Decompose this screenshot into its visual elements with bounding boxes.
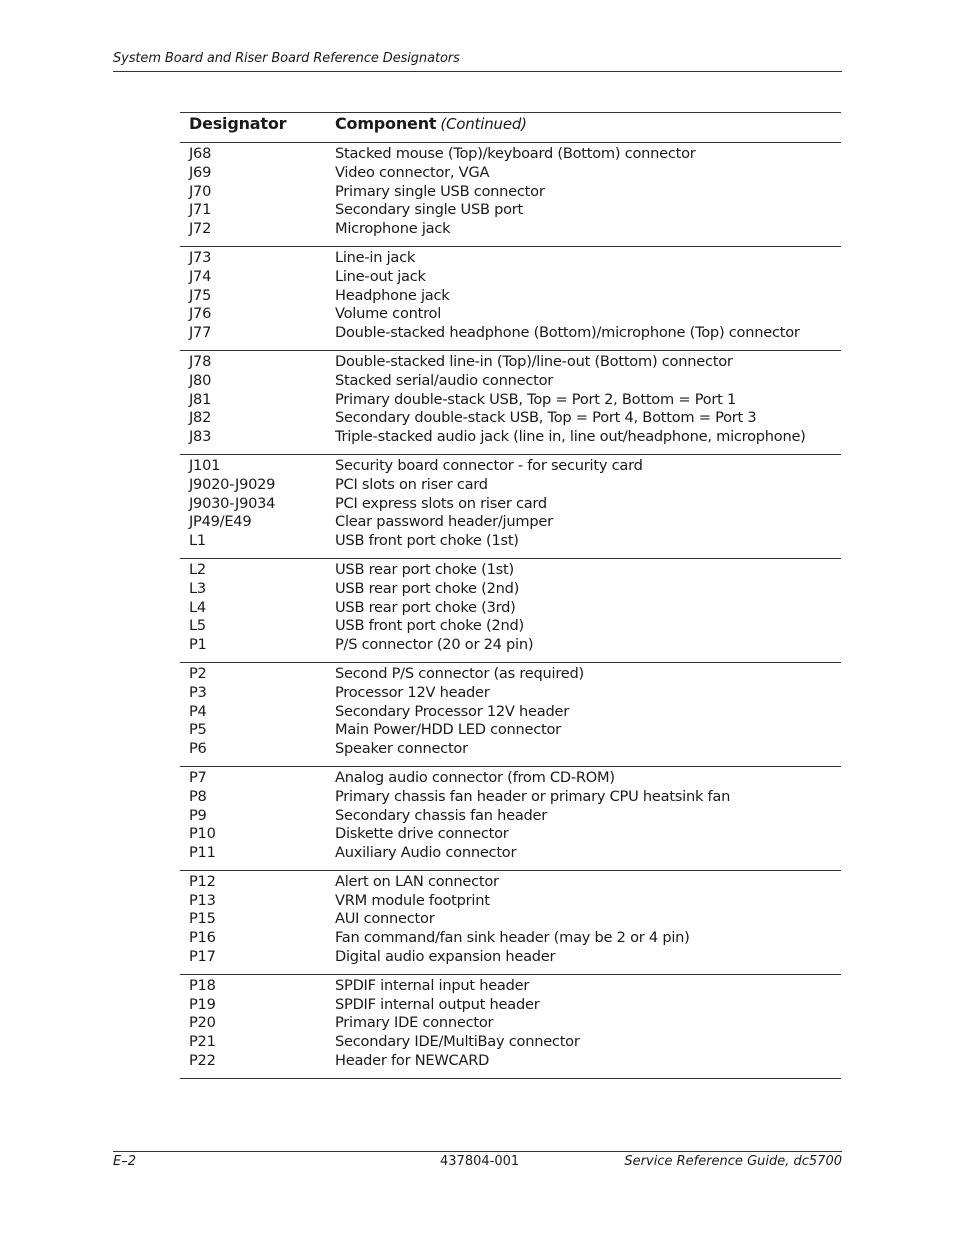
table-row [180, 892, 841, 911]
table-group [180, 455, 841, 559]
designator-cell: P6 [189, 740, 207, 758]
component-cell: USB rear port choke (1st) [335, 560, 514, 578]
component-cell: Secondary Processor 12V header [335, 702, 569, 720]
column-header-designator: Designator [189, 114, 287, 133]
table-row [180, 561, 841, 580]
table-row [180, 372, 841, 391]
component-cell: Double-stacked headphone (Bottom)/microphone (Top) connector [335, 324, 800, 342]
table-row [180, 513, 841, 532]
designator-cell: J70 [189, 182, 212, 200]
table-row [180, 769, 841, 788]
table-row [180, 428, 841, 447]
table-row [180, 164, 841, 183]
footer-divider [113, 1151, 842, 1152]
designator-cell: J80 [189, 371, 212, 389]
table-row [180, 287, 841, 306]
table-group [180, 143, 841, 247]
designator-cell: P9 [189, 806, 207, 824]
table-group [180, 663, 841, 767]
table-row [180, 324, 841, 343]
designator-cell: JP49/E49 [189, 513, 252, 531]
designator-cell: L5 [189, 617, 206, 635]
table-row [180, 580, 841, 599]
designator-cell: P13 [189, 891, 216, 909]
designator-cell: J73 [189, 248, 212, 266]
table-row [180, 825, 841, 844]
table-row [180, 145, 841, 164]
table-row [180, 249, 841, 268]
table-row [180, 948, 841, 967]
designator-cell: J74 [189, 267, 212, 285]
header-divider [113, 71, 842, 72]
component-cell: USB front port choke (2nd) [335, 617, 524, 635]
designator-table [180, 112, 841, 1079]
designator-cell: J69 [189, 163, 212, 181]
table-row [180, 409, 841, 428]
component-cell: Digital audio expansion header [335, 948, 556, 966]
designator-cell: J83 [189, 428, 212, 446]
table-row [180, 495, 841, 514]
component-cell: Primary double-stack USB, Top = Port 2, Bottom = Port 1 [335, 390, 737, 408]
table-row [180, 1014, 841, 1033]
component-cell: AUI connector [335, 910, 435, 928]
table-row [180, 201, 841, 220]
table-row [180, 636, 841, 655]
table-row [180, 532, 841, 551]
designator-cell: J71 [189, 201, 212, 219]
page-number: E–2 [113, 1154, 136, 1169]
designator-cell: J68 [189, 145, 212, 162]
component-cell: Secondary double-stack USB, Top = Port 4, Bottom = Port 3 [335, 409, 757, 427]
table-row [180, 977, 841, 996]
component-cell: Security board connector - for security card [335, 456, 643, 474]
designator-cell: P3 [189, 683, 207, 701]
designator-cell: J9020-J9029 [189, 475, 276, 493]
designator-cell: P22 [189, 1052, 216, 1070]
component-cell: Speaker connector [335, 740, 468, 758]
table-row [180, 721, 841, 740]
table-row [180, 740, 841, 759]
component-cell: Triple-stacked audio jack (line in, line out/headphone, microphone) [335, 428, 806, 446]
component-cell: Fan command/fan sink header (may be 2 or 4 pin) [335, 929, 690, 947]
designator-cell: P16 [189, 929, 216, 947]
component-cell: Diskette drive connector [335, 825, 509, 843]
component-cell: Second P/S connector (as required) [335, 664, 584, 682]
designator-cell: P18 [189, 976, 216, 994]
table-row [180, 929, 841, 948]
component-cell: Clear password header/jumper [335, 513, 553, 531]
component-cell: Primary IDE connector [335, 1014, 494, 1032]
designator-cell: P19 [189, 995, 216, 1013]
table-row [180, 910, 841, 929]
table-row [180, 391, 841, 410]
table-row [180, 1052, 841, 1071]
designator-cell: J75 [189, 286, 212, 304]
component-cell: Analog audio connector (from CD-ROM) [335, 768, 615, 786]
component-cell: Line-out jack [335, 267, 426, 285]
table-body [180, 143, 841, 1079]
designator-cell: P10 [189, 825, 216, 843]
table-row [180, 476, 841, 495]
component-cell: Stacked serial/audio connector [335, 371, 553, 389]
table-row [180, 353, 841, 372]
component-cell: Secondary IDE/MultiBay connector [335, 1033, 580, 1051]
component-cell: PCI express slots on riser card [335, 494, 547, 512]
component-cell: Primary single USB connector [335, 182, 545, 200]
component-cell: Alert on LAN connector [335, 872, 499, 890]
designator-cell: P8 [189, 787, 207, 805]
table-group [180, 351, 841, 455]
component-cell: Volume control [335, 305, 442, 323]
component-cell: USB rear port choke (2nd) [335, 579, 520, 597]
designator-cell: J101 [189, 456, 221, 474]
component-cell: Microphone jack [335, 220, 451, 238]
designator-cell: P21 [189, 1033, 216, 1051]
designator-cell: L3 [189, 579, 206, 597]
component-cell: PCI slots on riser card [335, 475, 488, 493]
table-header [180, 113, 841, 143]
table-row [180, 788, 841, 807]
table-group [180, 559, 841, 663]
table-row [180, 996, 841, 1015]
designator-cell: J9030-J9034 [189, 494, 276, 512]
designator-cell: L1 [189, 532, 206, 550]
designator-cell: P17 [189, 948, 216, 966]
designator-cell: J82 [189, 409, 212, 427]
table-row [180, 617, 841, 636]
component-cell: Video connector, VGA [335, 163, 490, 181]
table-row [180, 305, 841, 324]
component-cell: Secondary single USB port [335, 201, 524, 219]
designator-cell: L4 [189, 598, 206, 616]
table-group [180, 975, 841, 1079]
table-group [180, 767, 841, 871]
component-cell: Line-in jack [335, 248, 416, 266]
document-number: 437804-001 [440, 1154, 520, 1169]
component-cell: Auxiliary Audio connector [335, 844, 517, 862]
table-row [180, 220, 841, 239]
table-row [180, 183, 841, 202]
table-row [180, 268, 841, 287]
designator-cell: P7 [189, 768, 207, 786]
component-cell: USB rear port choke (3rd) [335, 598, 516, 616]
table-group [180, 871, 841, 975]
table-row [180, 844, 841, 863]
table-row [180, 1033, 841, 1052]
component-cell: Header for NEWCARD [335, 1052, 490, 1070]
column-header-continued-note: (Continued) [440, 115, 527, 133]
component-cell: Double-stacked line-in (Top)/line-out (Bottom) connector [335, 352, 733, 370]
designator-cell: J72 [189, 220, 212, 238]
component-cell: Processor 12V header [335, 683, 490, 701]
designator-cell: J78 [189, 352, 212, 370]
designator-cell: P2 [189, 664, 207, 682]
designator-cell: L2 [189, 560, 206, 578]
component-cell: SPDIF internal input header [335, 976, 530, 994]
component-cell: Main Power/HDD LED connector [335, 721, 561, 739]
designator-cell: P1 [189, 636, 207, 654]
table-row [180, 599, 841, 618]
table-row [180, 665, 841, 684]
guide-title: Service Reference Guide, dc5700 [624, 1154, 842, 1169]
table-row [180, 457, 841, 476]
designator-cell: J77 [189, 324, 212, 342]
designator-cell: P11 [189, 844, 216, 862]
table-row [180, 873, 841, 892]
component-cell: SPDIF internal output header [335, 995, 540, 1013]
designator-cell: P12 [189, 872, 216, 890]
running-header: System Board and Riser Board Reference Designators [113, 51, 460, 66]
component-cell: Primary chassis fan header or primary CPU heatsink fan [335, 787, 731, 805]
designator-cell: P4 [189, 702, 207, 720]
designator-cell: P15 [189, 910, 216, 928]
component-cell: Secondary chassis fan header [335, 806, 548, 824]
table-group [180, 247, 841, 351]
component-cell: VRM module footprint [335, 891, 490, 909]
designator-cell: P5 [189, 721, 207, 739]
designator-cell: J81 [189, 390, 212, 408]
designator-cell: J76 [189, 305, 212, 323]
table-row [180, 807, 841, 826]
column-header-component-label: Component [335, 114, 437, 133]
column-header-component [335, 114, 527, 133]
designator-cell: P20 [189, 1014, 216, 1032]
component-cell: Headphone jack [335, 286, 450, 304]
component-cell: P/S connector (20 or 24 pin) [335, 636, 534, 654]
component-cell: Stacked mouse (Top)/keyboard (Bottom) connector [335, 145, 696, 162]
table-row [180, 703, 841, 722]
table-row [180, 684, 841, 703]
component-cell: USB front port choke (1st) [335, 532, 519, 550]
